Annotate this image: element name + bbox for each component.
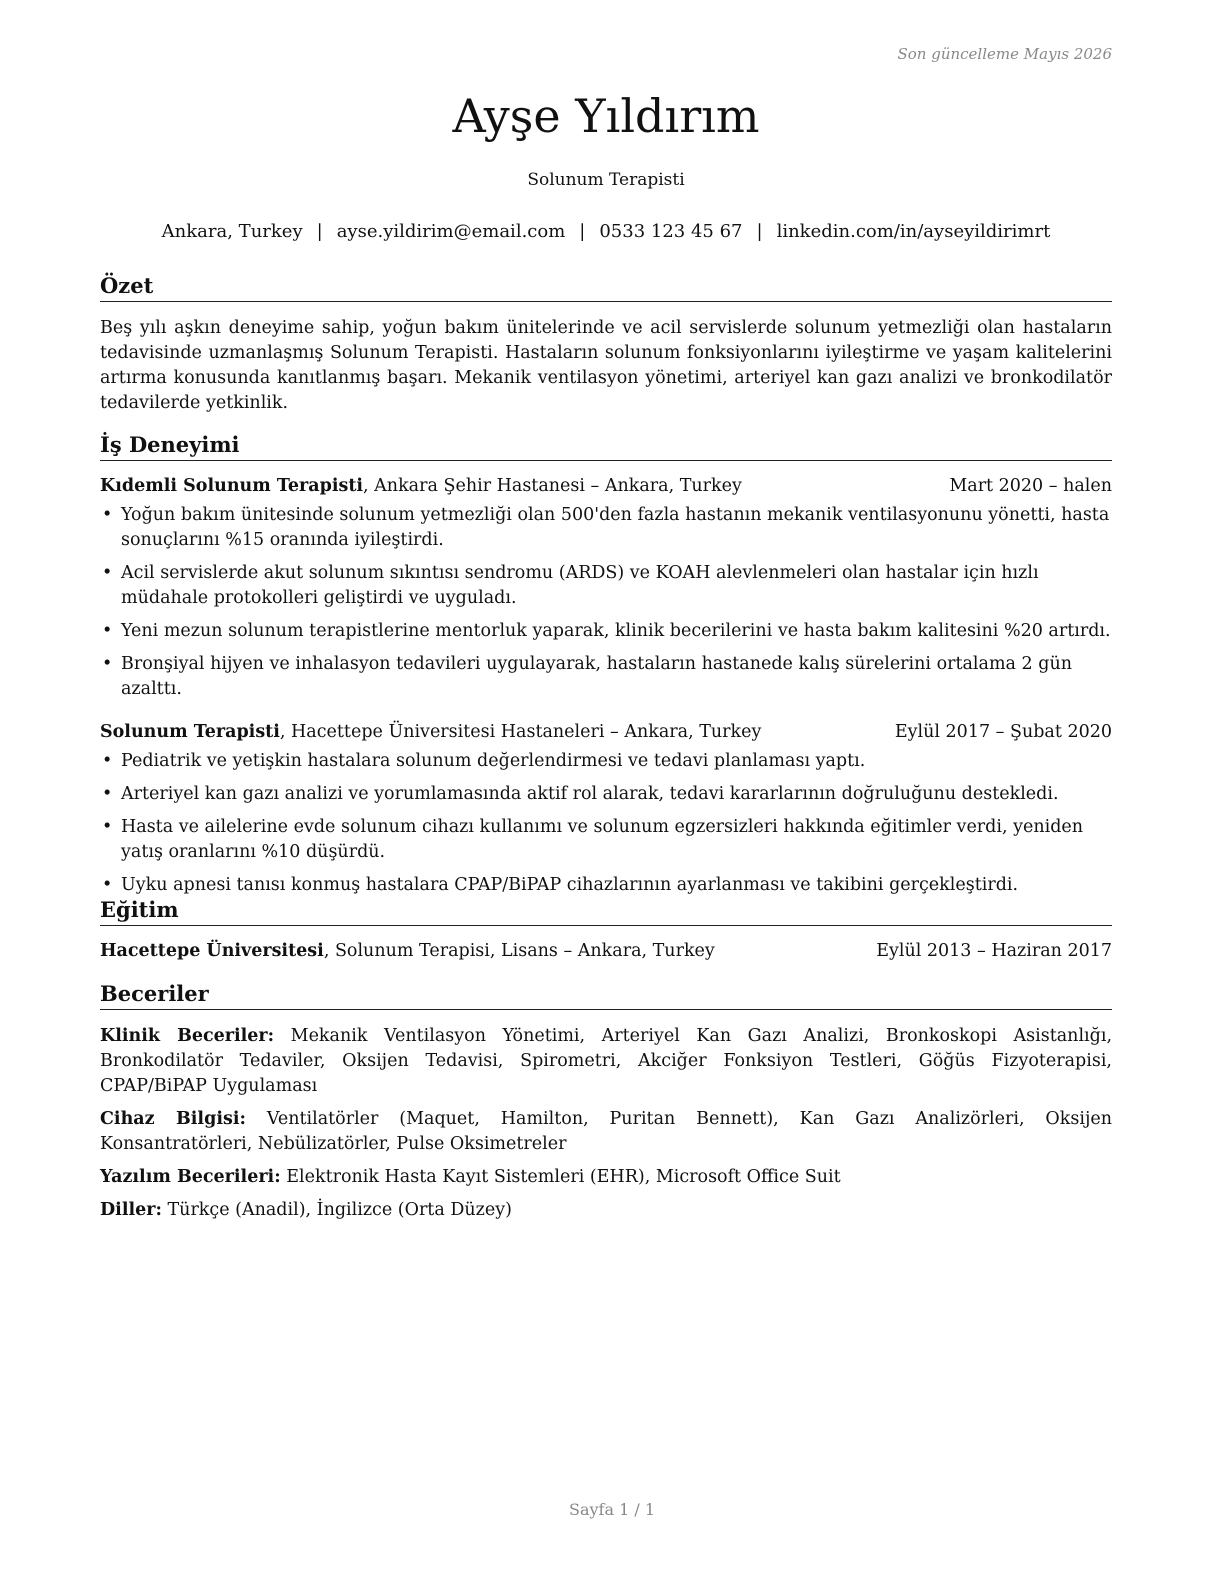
list-item: • Bronşiyal hijyen ve inhalasyon tedavileri uygulayarak, hastaların hastanede kalış sürelerini ortalama 2 gün azalttı. (100, 652, 1112, 702)
job-bullets (100, 749, 1112, 898)
contact-separator: | (756, 221, 763, 242)
skill-text: Mekanik Ventilasyon Yönetimi, Arteriyel Kan Gazı Analizi, Bronkoskopi Asistanlığı, Bronkodilatör Tedaviler, Oksijen Tedavisi, Spirometri, Akciğer Fonksiyon Testleri, Göğüs Fizyoterapisi, CPAP/BiPAP Uygulaması (100, 1026, 1113, 1096)
skill-row (100, 1024, 1112, 1099)
job-bullets (100, 503, 1112, 702)
list-item: • Yoğun bakım ünitesinde solunum yetmezliği olan 500'den fazla hastanın mekanik ventilasyonunu yönetti, hasta sonuçlarını %15 oranında iyileştirdi. (100, 503, 1112, 553)
list-item: • Acil servislerde akut solunum sıkıntısı sendromu (ARDS) ve KOAH alevlenmeleri olan hastalar için hızlı müdahale protokolleri geliştirdi ve uyguladı. (100, 561, 1112, 611)
contact-separator: | (316, 221, 323, 242)
job-entry (100, 720, 1112, 898)
job-header (100, 474, 1112, 499)
list-item: • Hasta ve ailelerine evde solunum cihazı kullanımı ve solunum egzersizleri hakkında eğitimler verdi, yeniden yatış oranlarını %10 düşürdü. (100, 815, 1112, 865)
skill-row (100, 1165, 1112, 1190)
summary-text: Beş yılı aşkın deneyime sahip, yoğun bakım ünitelerinde ve acil servislerde solunum yetmezliği olan hastaların tedavisinde uzmanlaşmış Solunum Terapisti. Hastaların solunum fonksiyonlarını iyileştirme ve yaşam kalitelerini artırma konusunda kanıtlanmış başarı. Mekanik ventilasyon yönetimi, arteriyel kan gazı analizi ve bronkodilatör tedavilerde yetkinlik. (100, 318, 1112, 413)
education-section (100, 896, 1112, 964)
skill-row (100, 1107, 1112, 1157)
experience-section (100, 431, 1112, 906)
skill-label: Yazılım Becerileri: (100, 1167, 281, 1187)
list-item: • Arteriyel kan gazı analizi ve yorumlamasında aktif rol alarak, tedavi kararlarının doğruluğunu destekledi. (100, 782, 1112, 807)
skill-text: Türkçe (Anadil), İngilizce (Orta Düzey) (161, 1200, 512, 1220)
job-role: Solunum Terapisti (100, 722, 280, 742)
job-dates: Mart 2020 – halen (949, 476, 1112, 496)
skills-section (100, 980, 1112, 1231)
list-item: • Uyku apnesi tanısı konmuş hastalara CPAP/BiPAP cihazlarının ayarlanması ve takibini gerçekleştirdi. (100, 873, 1112, 898)
page-number: Sayfa 1 / 1 (568, 1500, 655, 1519)
candidate-title: Solunum Terapisti (527, 170, 685, 190)
section-heading-skills: Beceriler (100, 980, 1112, 1010)
section-heading-education: Eğitim (100, 896, 1112, 926)
contact-location: Ankara, Turkey (161, 221, 303, 242)
education-school: Hacettepe Üniversitesi (100, 941, 324, 961)
contact-phone: 0533 123 45 67 (599, 221, 743, 242)
education-entry (100, 939, 1112, 964)
job-header (100, 720, 1112, 745)
contact-line (100, 219, 1112, 245)
section-heading-experience: İş Deneyimi (100, 431, 1112, 461)
section-heading-summary: Özet (100, 272, 1112, 302)
contact-linkedin[interactable]: linkedin.com/in/ayseyildirimrt (776, 221, 1051, 242)
skill-text: Ventilatörler (Maquet, Hamilton, Puritan Bennett), Kan Gazı Analizörleri, Oksijen Konsantratörleri, Nebülizatörler, Pulse Oksimetreler (100, 1109, 1112, 1154)
job-dates: Eylül 2017 – Şubat 2020 (894, 722, 1112, 742)
candidate-name: Ayşe Yıldırım (452, 89, 760, 143)
job-org: , Ankara Şehir Hastanesi – Ankara, Turkey (363, 476, 742, 496)
list-item: • Yeni mezun solunum terapistlerine mentorluk yaparak, klinik becerilerini ve hasta bakım kalitesini %20 artırdı. (100, 619, 1112, 644)
skill-label: Cihaz Bilgisi: (100, 1109, 246, 1129)
education-detail: , Solunum Terapisi, Lisans – Ankara, Turkey (323, 941, 715, 961)
skill-row (100, 1198, 1112, 1223)
skills-list (100, 1024, 1112, 1223)
job-entry (100, 474, 1112, 702)
skill-label: Klinik Beceriler: (100, 1026, 275, 1046)
summary-section (100, 272, 1112, 416)
skill-label: Diller: (100, 1200, 162, 1220)
last-updated: Son güncelleme Mayıs 2026 (897, 45, 1112, 63)
education-dates: Eylül 2013 – Haziran 2017 (876, 941, 1112, 961)
contact-separator: | (579, 221, 586, 242)
contact-email[interactable]: ayse.yildirim@email.com (336, 221, 566, 242)
job-org: , Hacettepe Üniversitesi Hastaneleri – Ankara, Turkey (279, 722, 762, 742)
job-role: Kıdemli Solunum Terapisti (100, 476, 364, 496)
list-item: • Pediatrik ve yetişkin hastalara solunum değerlendirmesi ve tedavi planlaması yaptı. (100, 749, 1112, 774)
skill-text: Elektronik Hasta Kayıt Sistemleri (EHR), Microsoft Office Suit (280, 1167, 841, 1187)
